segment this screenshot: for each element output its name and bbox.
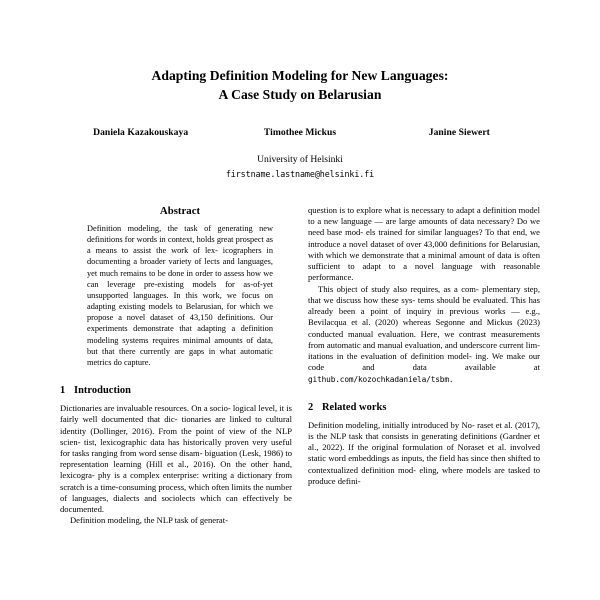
abstract-heading: Abstract — [159, 205, 201, 217]
abstract-text: Definition modeling, the task of generating new definitions for words in context, holds great prospect as a means to assist the work of lex- icographers in documenting a broader variety of lects and languages, yet much remains to be done in order to assess how we can leverage pre-existing models for as-of-yet unsupported languages. In this work, we focus on adapting existing models to Belarusian, for which we propose a novel dataset of 43,150 definitions. Our experiments demonstrate that adapting a definition modeling systems requires minimal amounts of data, but that there currently are gaps in what automatic metrics do capture. — [87, 224, 273, 367]
section-heading-related-works — [308, 402, 540, 413]
paragraph-clipped: Definition modeling, initially introduced by No- raset et al. (2017), is the NLP task that consists in generating definitions (Gardner et al., 2022). If the original formulation of Noraset et al. involved static word embeddings as inputs, the field has since then shifted to contextualized definition mod- eling, where models are tasked to produce defini- — [308, 419, 540, 486]
section-title: Introduction — [74, 385, 131, 397]
paper-body-columns — [0, 205, 600, 600]
code-url: github.com/kozochkadaniela/tsbm. — [308, 374, 454, 384]
spacer — [60, 368, 292, 385]
paper-masthead — [0, 0, 600, 179]
title-line-2: A Case Study on Belarusian — [218, 87, 382, 103]
author-name: Timothee Mickus — [263, 126, 337, 138]
paragraph: Dictionaries are invaluable resources. On a socio- logical level, it is fairly well documented that dic- tionaries are linked to cultural identity (Dollinger, 2016). From the point of view of the NLP scien- tist, lexicographic data has historically proven very useful for tasks ranging from word sense disam- biguation (Lesk, 1986) to representation learning (Hill et al., 2016). On the other hand, lexicogra- phy is a complex enterprise: writing a dictionary from scratch is a time-consuming process, which often limits the number of languages, dialects and sociolects which can effectively be documented. — [60, 403, 292, 515]
spacer — [308, 385, 540, 402]
column-left — [60, 205, 292, 600]
paragraph — [308, 284, 540, 385]
section-number: 2 — [308, 401, 314, 413]
author-name: Daniela Kazakouskaya — [93, 126, 189, 138]
section-title: Related works — [322, 401, 387, 413]
page-title — [85, 66, 515, 105]
contact-email: firstname.lastname@helsinki.fi — [225, 168, 375, 179]
spacer — [60, 396, 292, 403]
spacer — [308, 413, 540, 420]
author-name: Janine Siewert — [428, 126, 490, 138]
title-line-1: Adapting Definition Modeling for New Languages: — [151, 68, 449, 83]
column-right — [308, 205, 540, 600]
abstract-block — [60, 205, 292, 368]
paragraph-text: This object of study also requires, as a com- plementary step, that we discuss how these sys- tems should be evaluated. This has already been a point of inquiry in previous works — e.g., Bevilacqua et al. (2020) whereas Segonne and Mickus (2023) conducted manual evaluation. Here, we contrast measurements from automatic and manual evaluation, and underscore current lim- itations in the evaluation of definition model- ing. We make our code and data available at — [308, 283, 540, 373]
affiliation: University of Helsinki — [257, 153, 343, 165]
section-heading-introduction — [60, 385, 292, 396]
paragraph: question is to explore what is necessary to adapt a definition model to a new language — are large amounts of data necessary? Do we need base mod- els trained for similar languages? To that end, we introduce a novel dataset of over 43,000 definitions for Belarusian, with which we demonstrate that a minimal amount of data is often sufficient to adapt to a novel language with reasonable performance. — [308, 205, 540, 283]
paragraph-clipped: Definition modeling, the NLP task of generat- — [70, 515, 228, 526]
section-number: 1 — [60, 385, 66, 397]
author-list — [61, 105, 539, 138]
